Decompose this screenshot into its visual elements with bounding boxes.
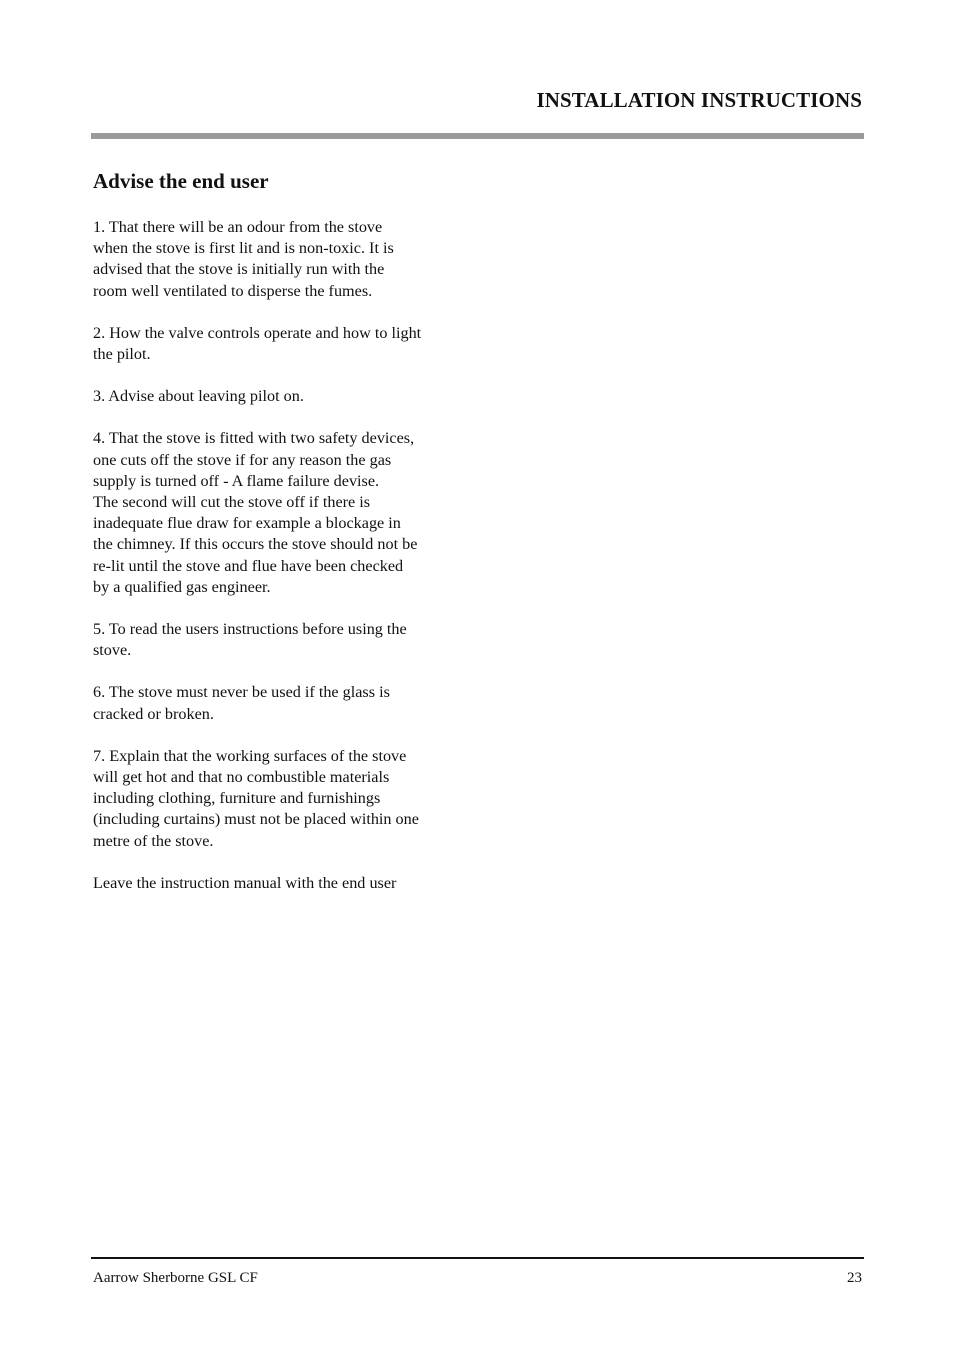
instruction-item-3: 3. Advise about leaving pilot on. — [93, 387, 304, 406]
instruction-list — [93, 217, 473, 915]
instruction-item-2: 2. How the valve controls operate and how to light the pilot. — [93, 323, 422, 364]
instruction-item-7: 7. Explain that the working surfaces of the stove will get hot and that no combustible materials including clothing, furniture and furnishings (including curtains) must not be placed within one metre of the stove. — [93, 746, 419, 850]
instruction-item-4: 4. That the stove is fitted with two safety devices, one cuts off the stove if for any reason the gas supply is turned off - A flame failure devise. The second will cut the stove off if there is inadequate flue draw for example a blockage in the chimney. If this occurs the stove should not be re-lit until the stove and flue have been checked by a qualified gas engineer. — [93, 429, 418, 596]
footer-divider — [91, 1257, 864, 1259]
header-title: INSTALLATION INSTRUCTIONS — [536, 88, 862, 112]
header-divider — [91, 133, 864, 139]
closing-note: Leave the instruction manual with the end user — [93, 873, 397, 892]
instruction-item-1: 1. That there will be an odour from the stove when the stove is first lit and is non-toxic. It is advised that the stove is initially run with the room well ventilated to disperse the fumes. — [93, 218, 394, 300]
footer-product-name: Aarrow Sherborne GSL CF — [93, 1270, 258, 1286]
instruction-item-6: 6. The stove must never be used if the glass is cracked or broken. — [93, 683, 390, 723]
footer-page-number: 23 — [847, 1270, 862, 1286]
section-heading: Advise the end user — [93, 169, 269, 193]
instruction-item-5: 5. To read the users instructions before using the stove. — [93, 620, 407, 660]
